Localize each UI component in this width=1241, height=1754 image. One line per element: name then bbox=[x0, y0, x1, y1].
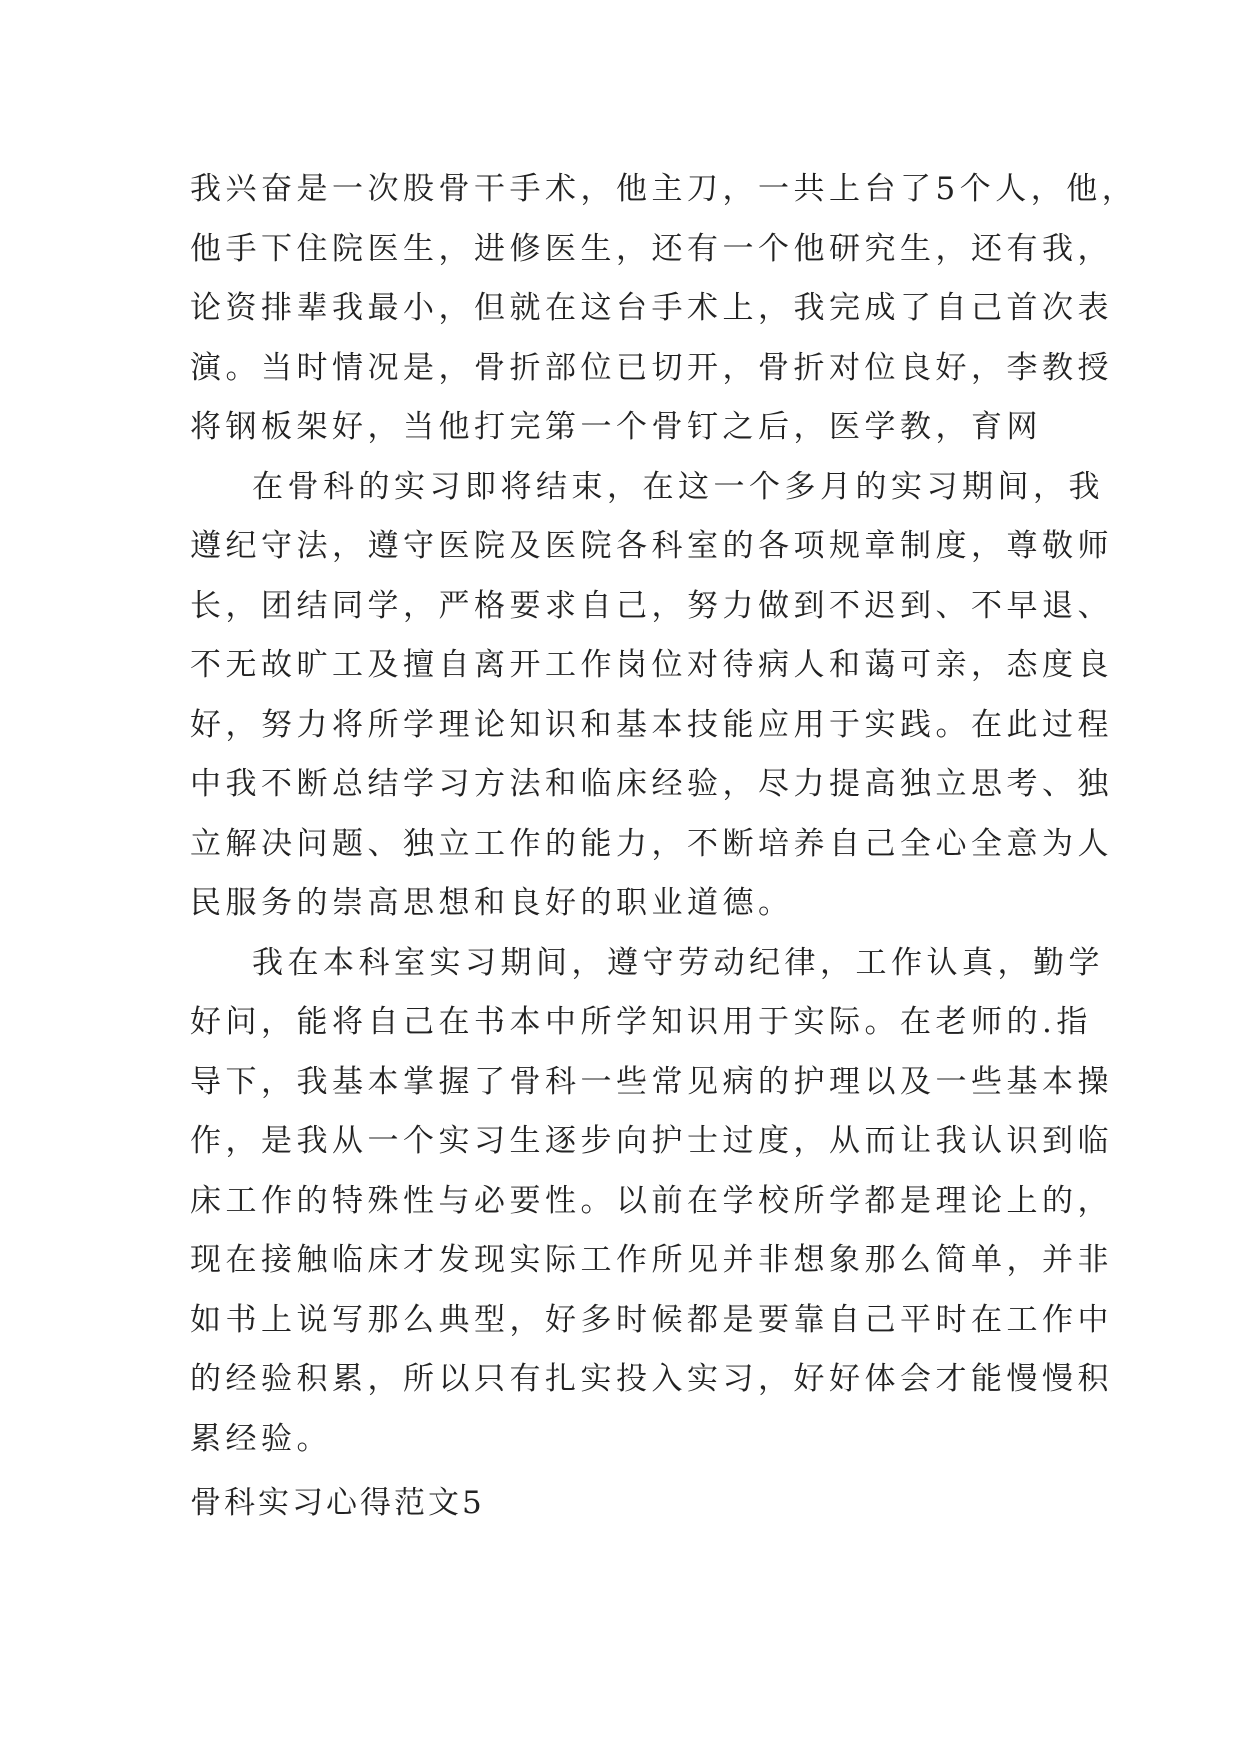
text-line: 中我不断总结学习方法和临床经验，尽力提高独立思考、独 bbox=[190, 766, 1113, 802]
text-line: 好，努力将所学理论知识和基本技能应用于实践。在此过程 bbox=[190, 706, 1113, 743]
text-line: 长，团结同学，严格要求自己，努力做到不迟到、不早退、 bbox=[190, 587, 1113, 624]
paragraph-3 bbox=[190, 934, 1113, 1470]
text-line: 累经验。 bbox=[190, 1420, 332, 1457]
text-line-indented: 在骨科的实习即将结束，在这一个多月的实习期间，我 bbox=[252, 468, 1104, 505]
text-line: 将钢板架好，当他打完第一个骨钉之后，医学教，育网 bbox=[190, 409, 1042, 445]
text-line: 导下，我基本掌握了骨科一些常见病的护理以及一些基本操 bbox=[190, 1063, 1113, 1100]
text-line: 遵纪守法，遵守医院及医院各科室的各项规章制度，尊敬师 bbox=[190, 528, 1113, 564]
text-line: 他手下住院医生，进修医生，还有一个他研究生，还有我， bbox=[190, 230, 1113, 267]
text-line: 好问，能将自己在书本中所学知识用于实际。在老师的.指 bbox=[190, 1004, 1092, 1040]
text-line: 作，是我从一个实习生逐步向护士过度，从而让我认识到临 bbox=[190, 1123, 1113, 1159]
text-line: 的经验积累，所以只有扎实投入实习，好好体会才能慢慢积 bbox=[190, 1361, 1113, 1397]
text-line: 床工作的特殊性与必要性。以前在学校所学都是理论上的， bbox=[190, 1182, 1113, 1219]
paragraph-1 bbox=[190, 160, 1138, 458]
section-heading: 骨科实习心得范文5 bbox=[190, 1485, 485, 1521]
text-line: 演。当时情况是，骨折部位已切开，骨折对位良好，李教授 bbox=[190, 349, 1113, 386]
text-line: 民服务的崇高思想和良好的职业道德。 bbox=[190, 885, 794, 921]
text-line: 不无故旷工及擅自离开工作岗位对待病人和蔼可亲，态度良 bbox=[190, 647, 1113, 683]
text-line-indented: 我在本科室实习期间，遵守劳动纪律，工作认真，勤学 bbox=[252, 944, 1104, 981]
text-line: 我兴奋是一次股骨干手术，他主刀，一共上台了5个人，他， bbox=[190, 171, 1138, 207]
text-line: 现在接触临床才发现实际工作所见并非想象那么简单，并非 bbox=[190, 1242, 1113, 1278]
paragraph-2 bbox=[190, 458, 1113, 934]
document-body bbox=[190, 160, 1138, 1469]
text-line: 如书上说写那么典型，好多时候都是要靠自己平时在工作中 bbox=[190, 1301, 1113, 1338]
text-line: 立解决问题、独立工作的能力，不断培养自己全心全意为人 bbox=[190, 825, 1113, 862]
text-line: 论资排辈我最小，但就在这台手术上，我完成了自己首次表 bbox=[190, 290, 1113, 326]
